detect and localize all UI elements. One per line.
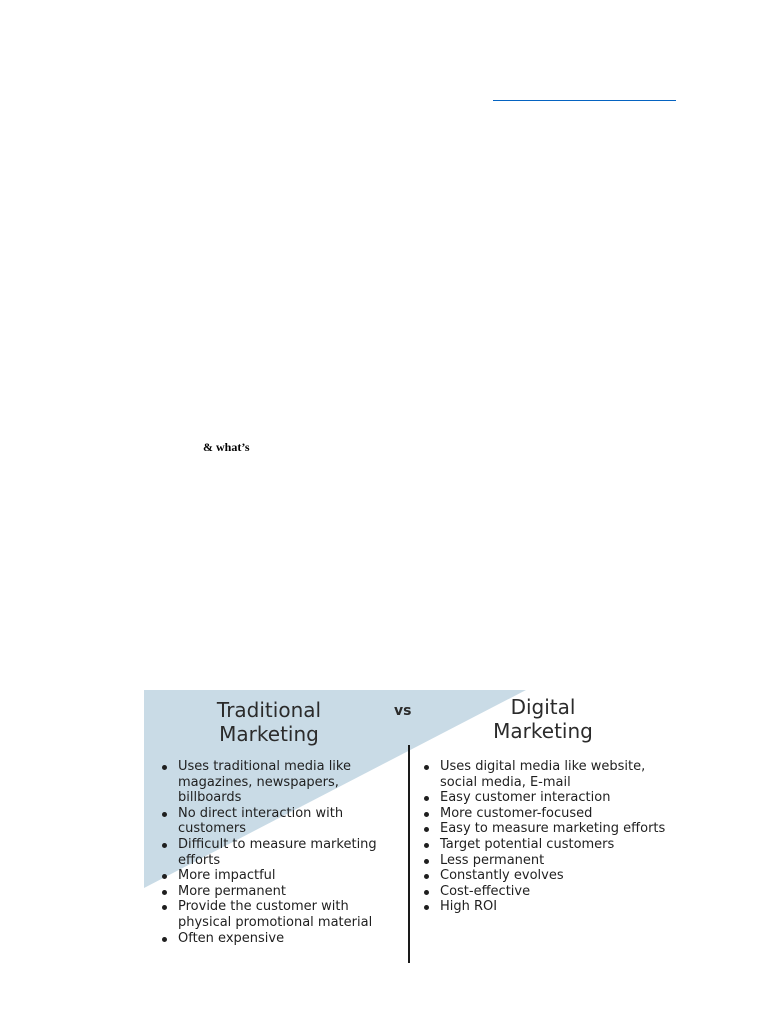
traditional-title-line-2: Marketing [219,722,319,746]
traditional-point-6: Provide the customer with physical promotional material [158,899,398,930]
traditional-point-7: Often expensive [158,931,398,947]
digital-title-line-1: Digital [510,695,576,719]
digital-point-8: Cost-effective [420,884,682,900]
traditional-point-4: More impactful [158,868,398,884]
traditional-marketing-title [194,698,344,746]
vs-label: vs [394,703,412,719]
digital-point-9: High ROI [420,899,682,915]
digital-marketing-title [470,695,616,743]
traditional-point-1: Uses traditional media like magazines, newspapers, billboards [158,759,398,806]
digital-point-2: Easy customer interaction [420,790,682,806]
traditional-point-5: More permanent [158,884,398,900]
digital-point-1: Uses digital media like website, social media, E-mail [420,759,682,790]
traditional-point-2: No direct interaction with customers [158,806,398,837]
hyperlink-underline[interactable] [493,100,676,101]
traditional-title-line-1: Traditional [216,698,322,722]
digital-point-7: Constantly evolves [420,868,682,884]
digital-point-3: More customer-focused [420,806,682,822]
digital-title-line-2: Marketing [493,719,593,743]
digital-point-6: Less permanent [420,853,682,869]
digital-points-list [420,759,682,915]
column-divider [408,745,410,963]
digital-point-5: Target potential customers [420,837,682,853]
traditional-point-3: Difficult to measure marketing efforts [158,837,398,868]
marketing-comparison-infographic [144,690,684,968]
digital-point-4: Easy to measure marketing efforts [420,821,682,837]
text-fragment: & what’s [203,440,250,454]
traditional-points-list [158,759,398,946]
